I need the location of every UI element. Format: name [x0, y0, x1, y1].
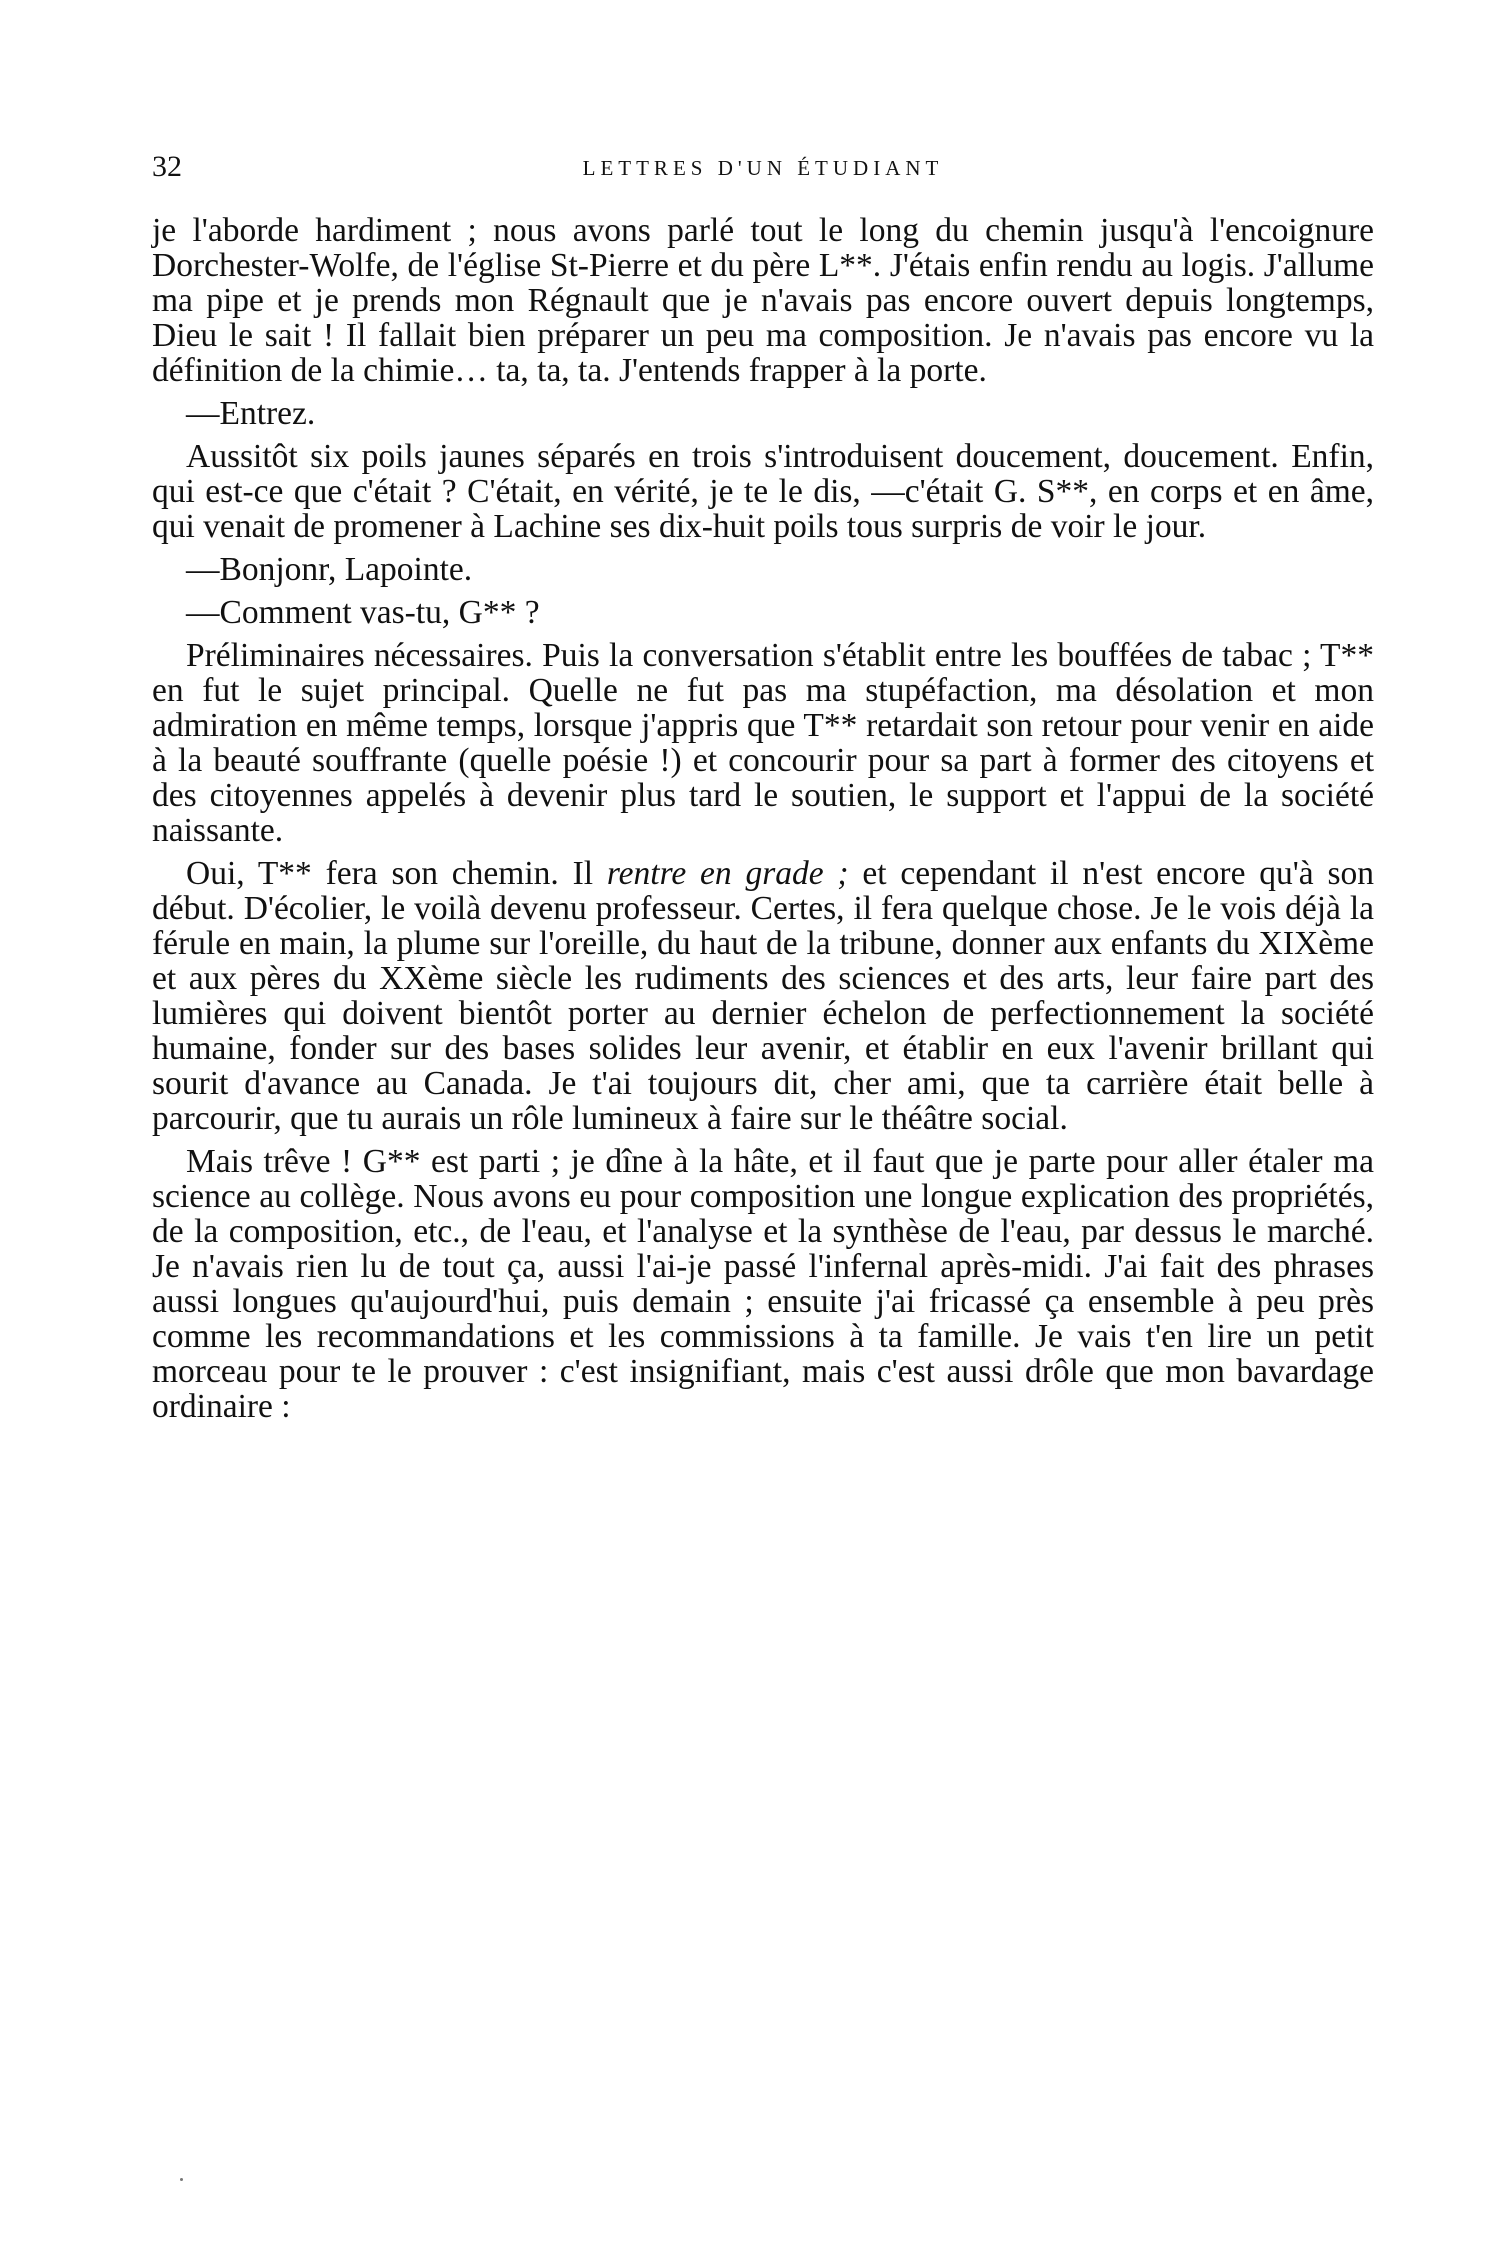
- dialogue-entrez: [152, 396, 1374, 431]
- page-number: 32: [152, 150, 182, 183]
- paragraph-text: Mais trêve ! G** est parti ; je dîne à la hâte, et il faut que je parte pour aller étaler ma science au collège. Nous avons eu pour composition une longue explication des propriétés, de la composition, etc., de l'eau, et l'analyse et la synthèse de l'eau, par dessus le marché. Je n'avais rien lu de tout ça, aussi l'ai-je passé l'infernal après-midi. J'ai fait des phrases aussi longues qu'aujourd'hui, puis demain ; ensuite j'ai fricassé ça ensemble à peu près comme les recommandations et les commissions à ta famille. Je vais t'en lire un petit morceau pour te le prouver : c'est insignifiant, mais c'est aussi drôle que mon bavardage ordinaire :: [152, 1143, 1374, 1425]
- paragraph-6: [152, 638, 1374, 848]
- paragraph-text: —Bonjonr, Lapointe.: [186, 551, 473, 588]
- paragraph-text: —Entrez.: [186, 395, 316, 432]
- dialogue-comment: [152, 595, 1374, 630]
- italic-phrase: rentre en grade ;: [606, 855, 849, 892]
- paragraph-8: [152, 1144, 1374, 1424]
- paragraph-text: Préliminaires nécessaires. Puis la conversation s'établit entre les bouffées de tabac ; T** en fut le sujet principal. Quelle ne fut pas ma stupéfaction, ma désolation et mon admiration en même temps, lorsque j'appris que T** retardait son retour pour venir en aide à la beauté souffrante (quelle poésie !) et concourir pour sa part à former des citoyens et des citoyennes appelés à devenir plus tard le soutien, le support et l'appui de la société naissante.: [152, 637, 1374, 849]
- print-speck: [180, 2178, 183, 2181]
- paragraph-7: [152, 856, 1374, 1136]
- paragraph-1: [152, 213, 1374, 388]
- body-text: [152, 213, 1374, 1432]
- dialogue-bonjour: [152, 552, 1374, 587]
- page-header: [152, 150, 1374, 190]
- paragraph-text: je l'aborde hardiment ; nous avons parlé tout le long du chemin jusqu'à l'encoignure Dorchester-Wolfe, de l'église St-Pierre et du père L**. J'étais enfin rendu au logis. J'allume ma pipe et je prends mon Régnault que je n'avais pas encore ouvert depuis longtemps, Dieu le sait ! Il fallait bien préparer un peu ma composition. Je n'avais pas encore vu la définition de la chimie… ta, ta, ta. J'entends frapper à la porte.: [152, 212, 1374, 389]
- paragraph-text: et cependant il n'est encore qu'à son début. D'écolier, le voilà devenu professeur. Certes, il fera quelque chose. Je le vois déjà la férule en main, la plume sur l'oreille, du haut de la tribune, donner aux enfants du XIXème et aux pères du XXème siècle les rudiments des sciences et des arts, leur faire part des lumières qui doivent bientôt porter au dernier échelon de perfectionnement la société humaine, fonder sur des bases solides leur avenir, et établir en eux l'avenir brillant qui sourit d'avance au Canada. Je t'ai toujours dit, cher ami, que ta carrière était belle à parcourir, que tu aurais un rôle lumineux à faire sur le théâtre social.: [152, 855, 1374, 1137]
- paragraph-text: —Comment vas-tu, G** ?: [186, 594, 540, 631]
- paragraph-text: Oui, T** fera son chemin. Il: [186, 855, 607, 892]
- paragraph-text: Aussitôt six poils jaunes séparés en trois s'introduisent doucement, doucement. Enfin, qui est-ce que c'était ? C'était, en vérité, je te le dis, —c'était G. S**, en corps et en âme, qui venait de promener à Lachine ses dix-huit poils tous surpris de voir le jour.: [152, 438, 1374, 545]
- paragraph-3: [152, 439, 1374, 544]
- running-title: LETTRES D'UN ÉTUDIANT: [582, 156, 944, 180]
